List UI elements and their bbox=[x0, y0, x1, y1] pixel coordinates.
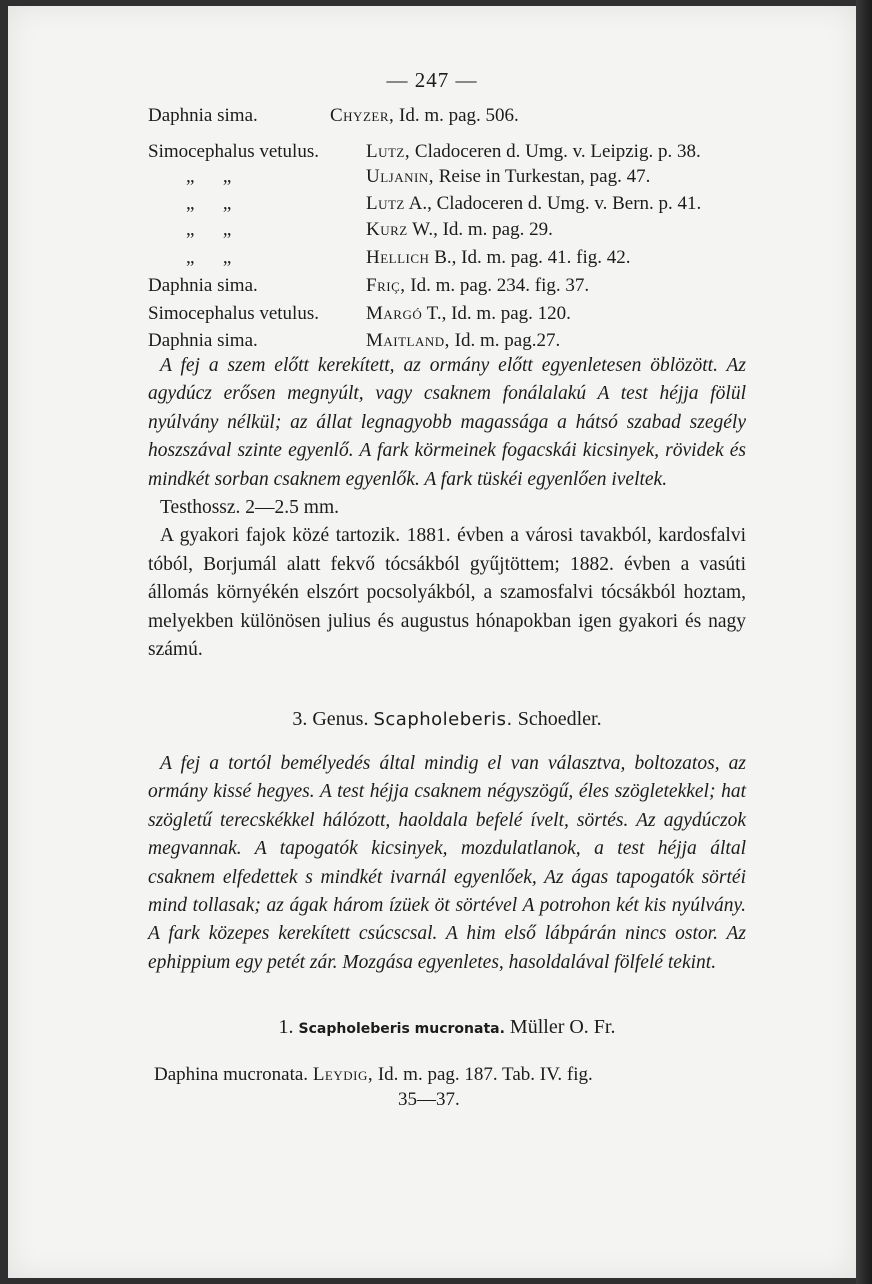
page-number: — 247 — bbox=[386, 68, 478, 92]
reference-author: Uljanin, bbox=[366, 166, 434, 187]
genus-heading bbox=[148, 708, 746, 731]
reference-details: B., Id. m. pag. 41. fig. 42. bbox=[429, 247, 631, 268]
reference-species: Daphnia sima. bbox=[148, 105, 258, 126]
reference-details: Id. m. pag.27. bbox=[449, 330, 561, 351]
genus-number: 3. Genus. bbox=[292, 708, 369, 730]
occurrence-paragraph: A gyakori fajok közé tartozik. 1881. évben a városi tavakból, kardosfalvi tóból, Borjumál alatt fekvő tócsákból gyűjtöttem; 1882. évben a vasúti állomás környékén elszórt pocsolyákból, a szamosfalvi tócsákból hoztam, melyekben különösen julius és augustus hónapokban igen gyakori és nagy számú. bbox=[148, 525, 746, 661]
reference-author: Kurz bbox=[366, 219, 408, 240]
ditto-marks: „ „ bbox=[186, 247, 232, 268]
reference-species: Simocephalus vetulus. bbox=[148, 141, 319, 162]
species-ref-author: Leydig, bbox=[312, 1064, 374, 1085]
book-spine-edge bbox=[856, 0, 872, 1284]
reference-species: Daphnia sima. bbox=[148, 275, 258, 296]
genus-description-paragraph: A fej a tortól bemélyedés által mindig el van választva, boltozatos, az ormány kissé hegyes. A test héjja csaknem négyszögű, éles szögletekkel; hat szögletű terecskékkel hálózott, haoldala befelé ívelt, sörtés. Az agydúczok megvannak. A tapogatók kicsinyek, mozdulatlanok, a test héjja által csaknem elfedettek s mindkét ivarnál egyenlőek, Az ágas tapogatók sörtéi mind tollasak; az ágak három ízüek öt sörtével A potrohon két kis nyúlvány. A fark közepes kerekített csúcscsal. A him első lábpárán nincs ostor. Az ephippium egy petét zár. Mozgása egyenletes, hasoldalával fölfelé tekint. bbox=[148, 753, 746, 973]
species-name: Scapholeberis mucronata. bbox=[298, 1021, 505, 1037]
genus-author: Schoedler. bbox=[517, 708, 602, 730]
reference-details: T., Id. m. pag. 120. bbox=[422, 303, 571, 324]
reference-details: A., Cladoceren d. Umg. v. Bern. p. 41. bbox=[404, 193, 702, 214]
ditto-marks: „ „ bbox=[186, 193, 232, 214]
description-paragraph: A fej a szem előtt kerekített, az ormány előtt egyenletesen öblözött. Az agydúcz erősen megnyúlt, vagy csaknem fonálalakú A test héjja fölül nyúlvány nélkül; az állat legnagyobb magassága a hátsó szabad szegély hoszszával szinte egyenlő. A fark körmeinek fogacskái kicsinyek, rövidek és mindkét sorban csaknem egyenlők. A fark tüskéi egyenlően iveltek. bbox=[148, 355, 746, 490]
body-length: Testhossz. 2—2.5 mm. bbox=[160, 497, 340, 519]
book-page bbox=[8, 6, 856, 1278]
species-reference bbox=[154, 1063, 593, 1087]
reference-author: Maitland, bbox=[366, 330, 450, 351]
species-ref-details: Id. m. pag. 187. Tab. IV. fig. bbox=[377, 1064, 593, 1085]
genus-name: Scapholeberis. bbox=[373, 709, 513, 730]
reference-details: Id. m. pag. 506. bbox=[394, 105, 519, 126]
reference-author: Chyzer, bbox=[330, 105, 395, 126]
species-reference-continuation: 35—37. bbox=[398, 1089, 460, 1110]
reference-details: Id. m. pag. 234. fig. 37. bbox=[405, 275, 590, 296]
reference-species: Daphnia sima. bbox=[148, 330, 258, 351]
reference-author: Hellich bbox=[366, 247, 430, 268]
reference-details: Cladoceren d. Umg. v. Leipzig. p. 38. bbox=[410, 141, 701, 162]
ditto-marks: „ „ bbox=[186, 166, 232, 187]
species-author: Müller O. Fr. bbox=[509, 1016, 616, 1038]
genus-description bbox=[148, 750, 746, 977]
species-ref-name: Daphina mucronata. bbox=[154, 1064, 309, 1085]
reference-species: Simocephalus vetulus. bbox=[148, 303, 319, 324]
reference-author: Margó bbox=[366, 303, 423, 324]
species-description bbox=[148, 352, 746, 664]
ditto-marks: „ „ bbox=[186, 219, 232, 240]
reference-details: Reise in Turkestan, pag. 47. bbox=[433, 166, 651, 187]
reference-details: W., Id. m. pag. 29. bbox=[407, 219, 553, 240]
reference-author: Friç, bbox=[366, 275, 406, 296]
species-heading bbox=[148, 1016, 746, 1039]
reference-author: Lutz bbox=[366, 193, 405, 214]
species-number: 1. bbox=[278, 1016, 294, 1038]
reference-author: Lutz, bbox=[366, 141, 411, 162]
